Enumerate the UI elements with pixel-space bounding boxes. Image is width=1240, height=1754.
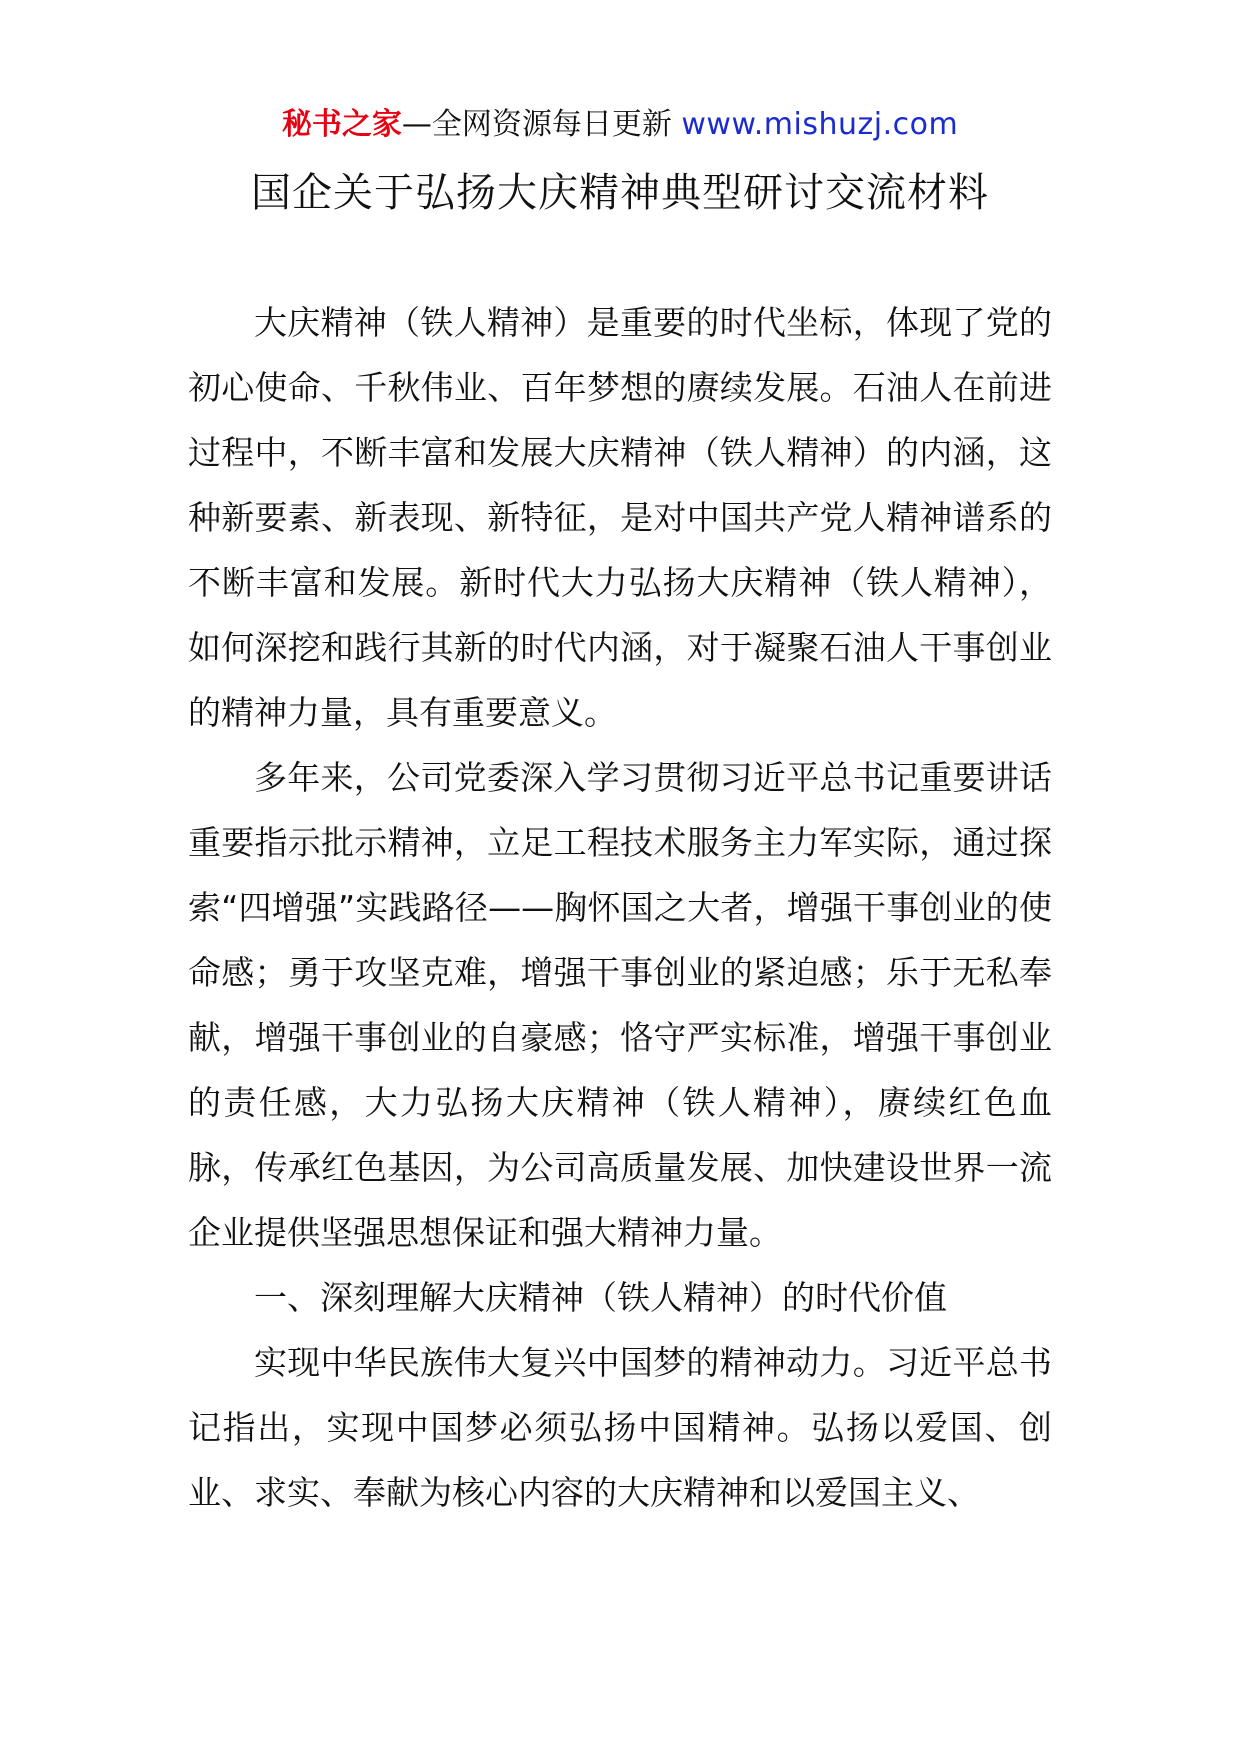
document-body [188, 290, 1052, 1525]
paragraph-intro: 大庆精神（铁人精神）是重要的时代坐标，体现了党的初心使命、千秋伟业、百年梦想的赓续发展。石油人在前进过程中，不断丰富和发展大庆精神（铁人精神）的内涵，这种新要素、新表现、新特征，是对中国共产党人精神谱系的不断丰富和发展。新时代大力弘扬大庆精神（铁人精神），如何深挖和践行其新的时代内涵，对于凝聚石油人干事创业的精神力量，具有重要意义。 [188, 303, 1052, 732]
paragraph-section-1: 实现中华民族伟大复兴中国梦的精神动力。习近平总书记指出，实现中国梦必须弘扬中国精神。弘扬以爱国、创业、求实、奉献为核心内容的大庆精神和以爱国主义、 [188, 1343, 1052, 1512]
document-title: 国企关于弘扬大庆精神典型研讨交流材料 [251, 170, 989, 216]
site-url-link[interactable]: www.mishuzj.com [681, 107, 959, 142]
section-heading-1: 一、深刻理解大庆精神（铁人精神）的时代价值 [254, 1278, 947, 1317]
site-header [0, 100, 1240, 150]
site-tagline: —全网资源每日更新 [401, 107, 682, 142]
brand-name: 秘书之家 [281, 107, 402, 142]
paragraph-company-practice: 多年来，公司党委深入学习贯彻习近平总书记重要讲话重要指示批示精神，立足工程技术服务主力军实际，通过探索“四增强”实践路径——胸怀国之大者，增强干事创业的使命感；勇于攻坚克难，增强干事创业的紧迫感；乐于无私奉献，增强干事创业的自豪感；恪守严实标准，增强干事创业的责任感，大力弘扬大庆精神（铁人精神），赓续红色血脉，传承红色基因，为公司高质量发展、加快建设世界一流企业提供坚强思想保证和强大精神力量。 [188, 758, 1052, 1252]
